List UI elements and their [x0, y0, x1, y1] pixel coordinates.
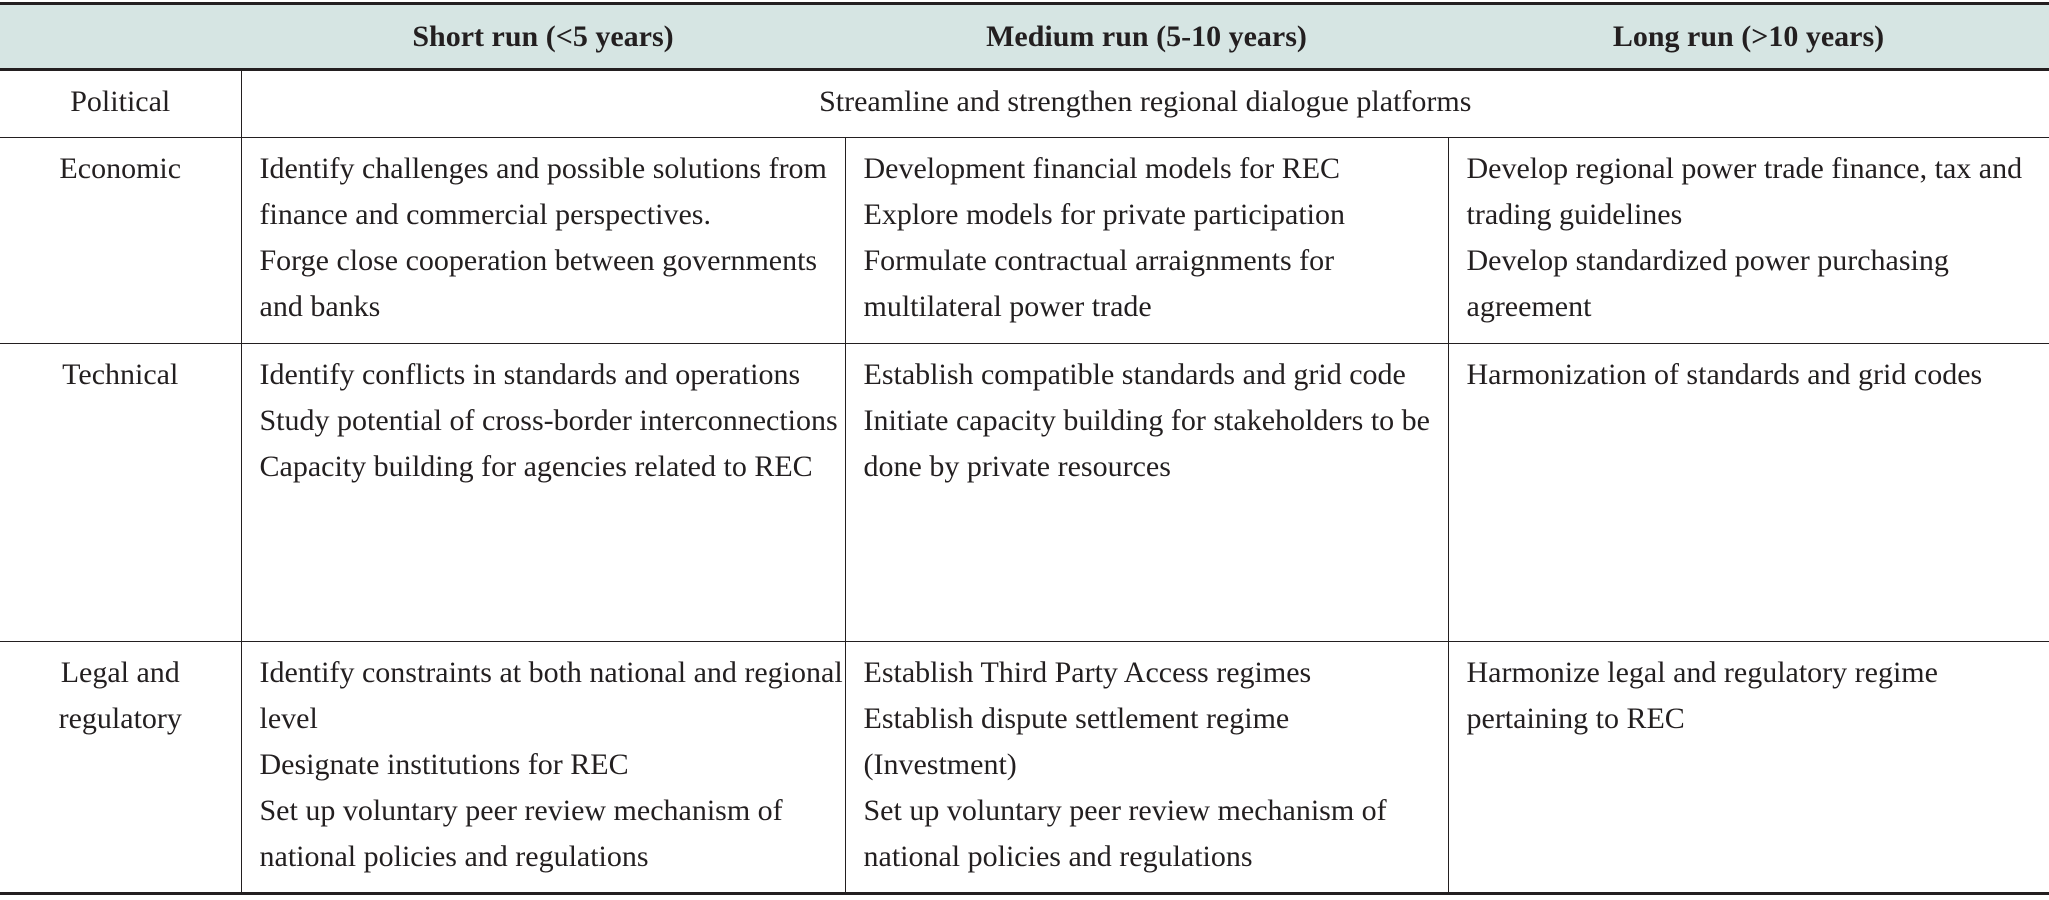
legal-short-cell [241, 642, 845, 894]
header-short-run: Short run (<5 years) [241, 4, 845, 70]
header-medium-run: Medium run (5-10 years) [845, 4, 1448, 70]
dimension-legal-line2: regulatory [58, 702, 182, 735]
technical-short-cell [241, 344, 845, 642]
legal-medium-item: Establish Third Party Access regimes [863, 656, 1312, 689]
economic-medium-item: Development financial models for REC [863, 152, 1341, 185]
dimension-legal-regulatory [0, 642, 241, 894]
legal-long-item: Harmonize legal and regulatory regime pertaining to REC [1466, 656, 1938, 735]
legal-short-item: Set up voluntary peer review mechanism of national policies and regulations [259, 794, 783, 873]
economic-medium-item: Explore models for private participation [863, 198, 1346, 231]
economic-medium-cell [845, 138, 1448, 344]
row-technical [0, 344, 2049, 642]
economic-short-cell [241, 138, 845, 344]
economic-long-cell [1448, 138, 2049, 344]
policy-roadmap-table [0, 2, 2049, 895]
technical-long-item: Harmonization of standards and grid codes [1466, 358, 1983, 391]
technical-short-item: Study potential of cross-border interconnections [259, 404, 838, 437]
legal-long-cell [1448, 642, 2049, 894]
legal-medium-cell [845, 642, 1448, 894]
header-row [0, 4, 2049, 70]
economic-short-item: Identify challenges and possible solutions from finance and commercial perspectives. [259, 152, 827, 231]
legal-medium-item: Establish dispute settlement regime (Investment) [863, 702, 1290, 781]
technical-long-cell [1448, 344, 2049, 642]
economic-medium-item: Formulate contractual arraignments for multilateral power trade [863, 244, 1335, 323]
technical-medium-item: Establish compatible standards and grid code [863, 358, 1406, 391]
legal-short-item: Identify constraints at both national and regional level [259, 656, 843, 735]
economic-long-item: Develop standardized power purchasing agreement [1466, 244, 1949, 323]
technical-medium-cell [845, 344, 1448, 642]
dimension-legal-line1: Legal and [60, 656, 180, 689]
technical-short-item: Identify conflicts in standards and operations [259, 358, 801, 391]
row-legal-regulatory [0, 642, 2049, 894]
legal-medium-item: Set up voluntary peer review mechanism of national policies and regulations [863, 794, 1387, 873]
political-all-periods: Streamline and strengthen regional dialogue platforms [241, 70, 2049, 138]
header-long-run: Long run (>10 years) [1448, 4, 2049, 70]
dimension-economic: Economic [0, 138, 241, 344]
technical-medium-item: Initiate capacity building for stakeholders to be done by private resources [863, 404, 1430, 483]
row-economic [0, 138, 2049, 344]
technical-short-item: Capacity building for agencies related to REC [259, 450, 813, 483]
dimension-political: Political [0, 70, 241, 138]
economic-long-item: Develop regional power trade finance, tax and trading guidelines [1466, 152, 2023, 231]
legal-short-item: Designate institutions for REC [259, 748, 629, 781]
row-political [0, 70, 2049, 138]
header-dimension [0, 4, 241, 70]
economic-short-item: Forge close cooperation between governments and banks [259, 244, 818, 323]
dimension-technical: Technical [0, 344, 241, 642]
